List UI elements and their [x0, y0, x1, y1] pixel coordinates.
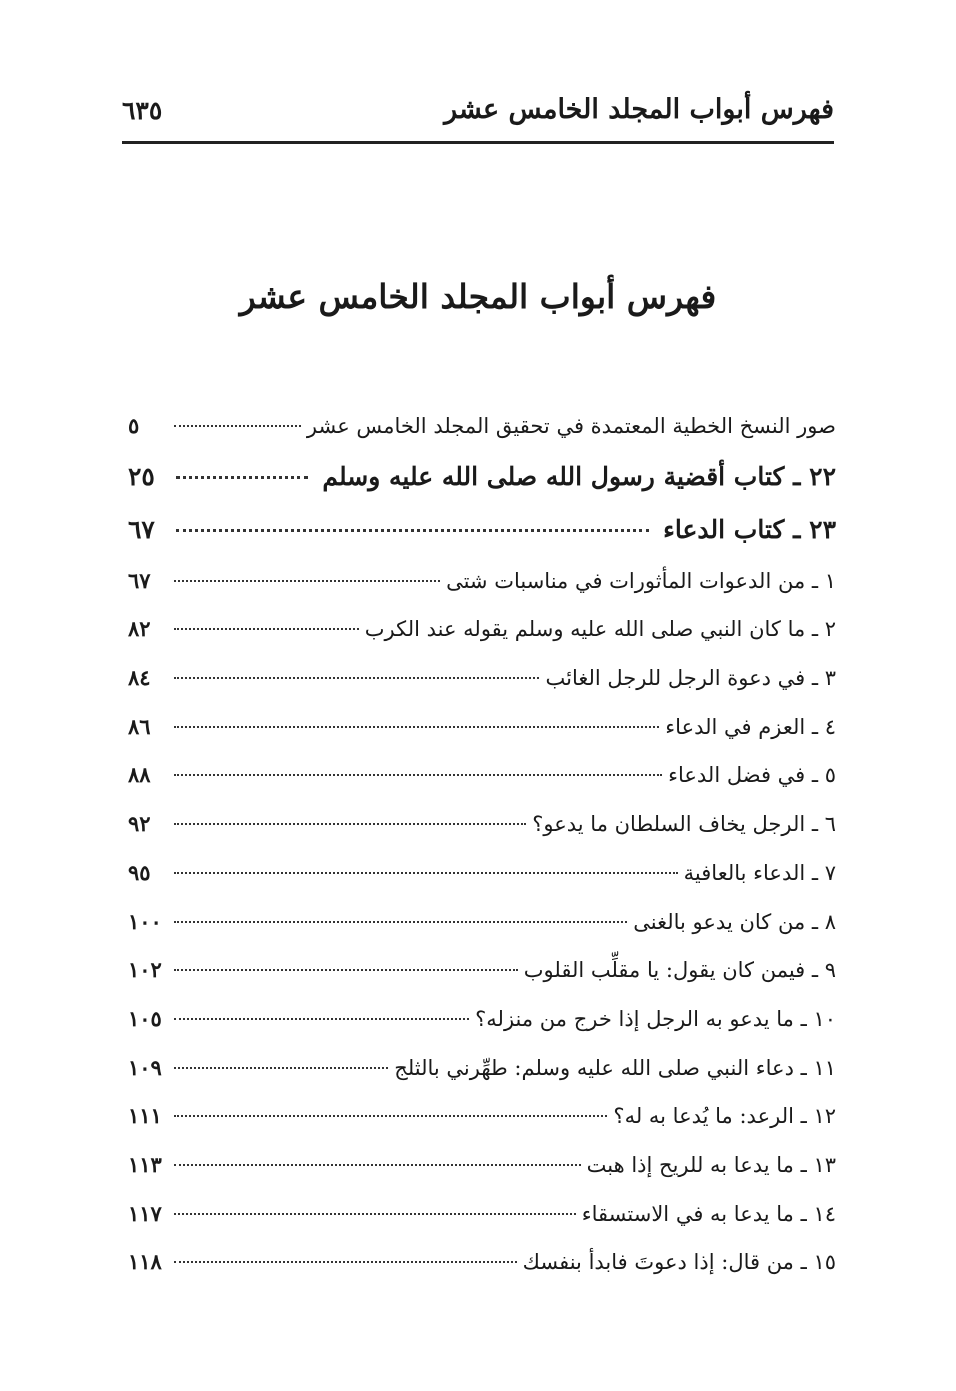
- toc-entry-page: ١١٣: [128, 1151, 162, 1177]
- page-title: فهرس أبواب المجلد الخامس عشر: [239, 277, 717, 316]
- toc-entry-page: ١٠٢: [128, 957, 162, 983]
- toc-dot-leader: [174, 1261, 517, 1263]
- toc-entry-label: ١٢ ـ الرعد: ما يُدعا به له؟: [613, 1104, 836, 1129]
- toc-dot-leader: [176, 476, 308, 479]
- toc-entry: [128, 515, 836, 568]
- toc-entry-label: ٣ ـ في دعوة الرجل للرجل الغائب: [545, 666, 836, 691]
- toc-entry-page: ٩٢: [128, 811, 151, 837]
- toc-entry: [128, 616, 836, 665]
- toc-entry-page: ١١١: [128, 1103, 162, 1129]
- toc-entry-label: ١٠ ـ ما يدعو به الرجل إذا خرج من منزله؟: [475, 1006, 836, 1031]
- toc-entry: [128, 714, 836, 763]
- toc-entry-label: ١٣ ـ ما يدعا به للريح إذا هبت: [586, 1152, 836, 1177]
- toc-dot-leader: [174, 1067, 388, 1069]
- toc-entry-label: ١ ـ من الدعوات المأثورات في مناسبات شتى: [446, 568, 836, 593]
- toc-entry: [128, 665, 836, 714]
- toc-entry-label: ٨ ـ من كان يدعو بالغنى: [633, 909, 836, 934]
- toc-entry-label: صور النسخ الخطية المعتمدة في تحقيق المجلد الخامس عشر: [306, 414, 836, 438]
- toc-entry: [128, 860, 836, 909]
- toc-entry: [128, 909, 836, 958]
- toc-entry-page: ١٠٥: [128, 1005, 162, 1031]
- toc-entry-label: ١٤ ـ ما يدعا به في الاستسقاء: [581, 1201, 836, 1226]
- toc-entry: [128, 1103, 836, 1152]
- toc-entry-label: ٩ ـ فيمن كان يقول: يا مقلِّب القلوب: [523, 958, 836, 983]
- toc-entry-label: ٦ ـ الرجل يخاف السلطان ما يدعو؟: [532, 812, 836, 837]
- toc-dot-leader: [174, 580, 440, 582]
- toc-entry-label: ٥ ـ في فضل الدعاء: [668, 763, 836, 788]
- header-rule: [122, 141, 834, 144]
- toc-dot-leader: [174, 823, 526, 825]
- toc-entry-page: ١٠٠: [128, 908, 162, 934]
- toc-dot-leader: [174, 872, 678, 874]
- toc-entry: [128, 957, 836, 1006]
- toc-dot-leader: [174, 1213, 576, 1215]
- toc-dot-leader: [174, 1018, 469, 1020]
- toc-entry-page: ١١٨: [128, 1249, 162, 1275]
- toc-entry: [128, 568, 836, 617]
- table-of-contents: [128, 413, 836, 1298]
- toc-entry-label: ٢٣ ـ كتاب الدعاء: [663, 514, 836, 544]
- toc-entry-page: ٨٤: [128, 665, 151, 691]
- toc-entry-page: ١٠٩: [128, 1054, 162, 1080]
- toc-entry: [128, 462, 836, 515]
- toc-dot-leader: [174, 726, 659, 728]
- toc-dot-leader: [174, 677, 539, 679]
- toc-entry-label: ١٥ ـ من قال: إذا دعوتَ فابدأ بنفسك: [522, 1250, 836, 1275]
- toc-entry-label: ٢٢ ـ كتاب أقضية رسول الله صلى الله عليه وسلم: [322, 461, 836, 491]
- toc-dot-leader: [174, 774, 662, 776]
- toc-entry: [128, 811, 836, 860]
- toc-entry: [128, 1249, 836, 1298]
- toc-entry-page: ١١٧: [128, 1200, 162, 1226]
- toc-entry-label: ٤ ـ العزم في الدعاء: [665, 714, 836, 739]
- toc-entry-page: ٨٨: [128, 762, 151, 788]
- toc-entry-label: ٢ ـ ما كان النبي صلى الله عليه وسلم يقوله عند الكرب: [364, 617, 836, 642]
- toc-entry: [128, 413, 836, 462]
- running-header: [122, 88, 834, 138]
- toc-dot-leader: [174, 628, 359, 630]
- toc-entry-page: ٨٢: [128, 616, 151, 642]
- toc-entry-page: ٦٧: [128, 567, 151, 593]
- running-header-title: فهرس أبواب المجلد الخامس عشر: [444, 94, 834, 125]
- toc-dot-leader: [174, 1115, 607, 1117]
- toc-dot-leader: [174, 425, 301, 427]
- toc-entry-page: ٥: [128, 413, 140, 438]
- toc-entry-label: ٧ ـ الدعاء بالعافية: [683, 860, 836, 885]
- toc-dot-leader: [174, 969, 518, 971]
- toc-entry-page: ٦٧: [128, 514, 155, 544]
- toc-entry-page: ٨٦: [128, 713, 151, 739]
- page-number: ٦٣٥: [122, 96, 163, 125]
- toc-entry: [128, 762, 836, 811]
- toc-entry: [128, 1201, 836, 1250]
- toc-entry-page: ٢٥: [128, 461, 155, 491]
- toc-dot-leader: [176, 529, 649, 532]
- toc-entry: [128, 1006, 836, 1055]
- toc-dot-leader: [174, 1164, 581, 1166]
- toc-entry: [128, 1055, 836, 1104]
- toc-dot-leader: [174, 921, 627, 923]
- toc-entry-page: ٩٥: [128, 859, 151, 885]
- toc-entry: [128, 1152, 836, 1201]
- toc-entry-label: ١١ ـ دعاء النبي صلى الله عليه وسلم: طهِّرني بالثلج: [394, 1055, 836, 1080]
